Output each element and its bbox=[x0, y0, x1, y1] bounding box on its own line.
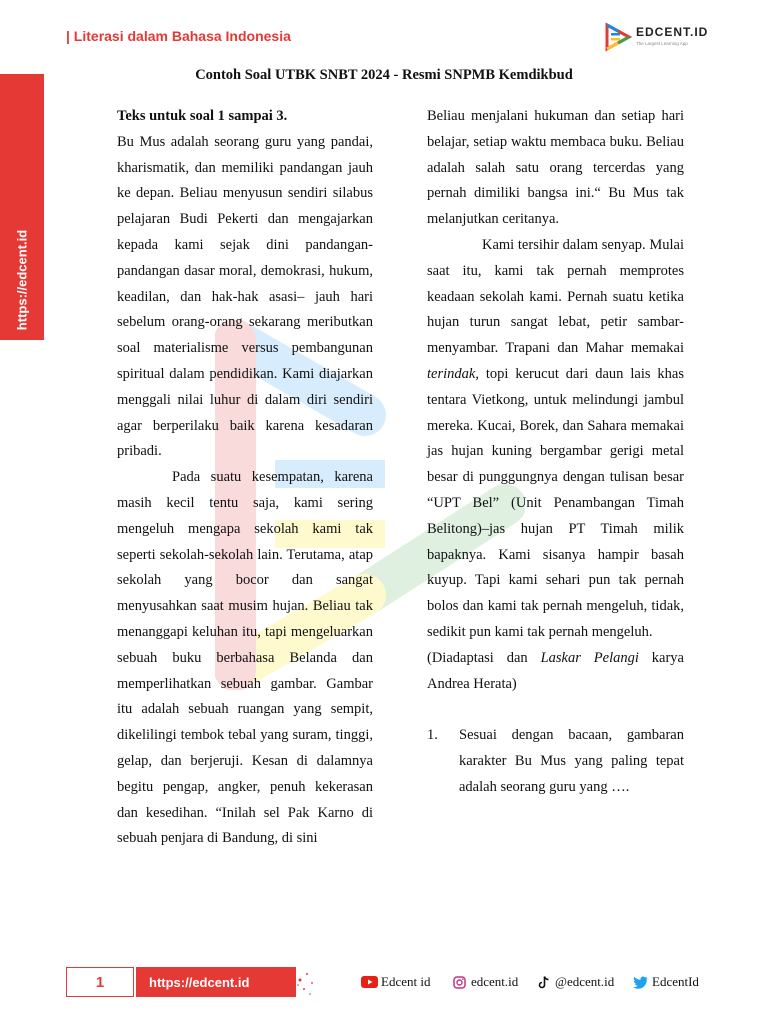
passage-paragraph-4 bbox=[427, 233, 684, 646]
edcent-logo bbox=[604, 22, 714, 54]
passage-paragraph-3: Beliau menjalani hukuman dan setiap hari belajar, setiap waktu membaca buku. Beliau adalah salah satu orang tercerdas yang pernah dimiliki bangsa ini.“ Bu Mus tak melanjutkan ceritanya. bbox=[427, 108, 684, 228]
header-section-label: | Literasi dalam Bahasa Indonesia bbox=[66, 28, 291, 44]
paragraph-4-part-a: Kami tersihir dalam senyap. Mulai saat itu, kami tak pernah memprotes keadaan sekolah kami. Pernah suatu ketika hujan turun sangat lebat, petir sambar-menyambar. Trapani dan Mahar memakai bbox=[427, 236, 684, 357]
question-number: 1. bbox=[427, 727, 438, 744]
passage-paragraph-2: Pada suatu kesempatan, karena masih kecil tentu saja, kami sering mengeluh mengapa sekolah kami tak seperti sekolah-sekolah lain. Terutama, atap sekolah yang bocor dan sangat menyusahkan saat musim hujan. Beliau tak menanggapi keluhan itu, tapi mengeluarkan sebuah buku berbahasa Belanda dan memperlihatkan sebuah gambar. Gambar itu adalah sebuah ruangan yang sempit, dikelilingi tembok tebal yang suram, tinggi, gelap, dan berjeruji. Kesan di dalamnya begitu pengap, angker, penuh kekerasan dan kesedihan. “Inilah sel Pak Karno di sebuah penjara di Bandung, di sini bbox=[117, 469, 373, 847]
paragraph-4-part-b: , topi kerucut dari daun lais khas tentara Vietkong, untuk melindungi jambul mereka. Kucai, Borek, dan Sahara memakai jas hujan kuning bergambar gerigi metal besar di punggungnya dengan tulisan besar “UPT Bel” (Unit Penambangan Timah Belitong)–jas hujan PT Timah milik bapaknya. Kami sisanya hampir basah kuyup. Tapi kami sehari pun tak pernah bolos dan kami tak pernah mengeluh, tidak, sedikit pun kami tak pernah mengeluh. bbox=[427, 365, 684, 640]
source-part-b: karya Andrea Herata) bbox=[427, 649, 684, 692]
tiktok-label: @edcent.id bbox=[555, 974, 615, 989]
source-book-title: Laskar Pelangi bbox=[540, 649, 639, 666]
instagram-link[interactable] bbox=[451, 974, 518, 990]
footer-decoration-icon bbox=[274, 966, 318, 998]
twitter-icon bbox=[632, 976, 649, 989]
passage-source bbox=[427, 646, 684, 698]
passage-paragraph-1: Bu Mus adalah seorang guru yang pandai, kharismatik, dan memiliki pandangan jauh ke depan. Beliau menyusun sendiri silabus pelajaran Budi Pekerti dan mengajarkan kepada kami sejak dini pandangan-pandangan dasar moral, demokrasi, hukum, keadilan, dan hak-hak asasi– jauh hari sebelum orang-orang sekarang meributkan soal materialisme versus pembangunan spiritual dalam pendidikan. Kami diajarkan menggali nilai luhur di dalam diri sendiri agar berperilaku baik karena kesadaran pribadi. bbox=[117, 133, 373, 460]
passage-subheading: Teks untuk soal 1 sampai 3. bbox=[117, 108, 288, 124]
side-banner bbox=[0, 74, 44, 340]
footer-url-link[interactable]: https://edcent.id bbox=[136, 967, 296, 997]
page-number: 1 bbox=[66, 967, 134, 997]
youtube-label: Edcent id bbox=[381, 974, 431, 989]
logo-text: EDCENT.ID bbox=[636, 25, 709, 39]
logo-tagline: The Largest Learning App bbox=[636, 41, 688, 46]
play-logo-icon bbox=[604, 22, 632, 52]
left-column bbox=[117, 104, 373, 852]
question-item bbox=[427, 723, 684, 800]
source-part-a: (Diadaptasi dan bbox=[427, 649, 541, 666]
youtube-link[interactable] bbox=[361, 974, 430, 990]
instagram-icon bbox=[451, 976, 468, 989]
tiktok-icon bbox=[535, 976, 552, 989]
right-column bbox=[427, 104, 684, 801]
tiktok-link[interactable] bbox=[535, 974, 614, 990]
page-title: Contoh Soal UTBK SNBT 2024 - Resmi SNPMB Kemdikbud bbox=[195, 67, 573, 83]
side-banner-url[interactable]: https://edcent.id bbox=[14, 229, 30, 331]
youtube-icon bbox=[361, 976, 378, 989]
twitter-link[interactable] bbox=[632, 974, 699, 990]
question-text: Sesuai dengan bacaan, gambaran karakter Bu Mus yang paling tepat adalah seorang guru yang …. bbox=[459, 727, 684, 795]
twitter-label: EdcentId bbox=[652, 974, 699, 989]
instagram-label: edcent.id bbox=[471, 974, 519, 989]
paragraph-4-italic: terindak bbox=[427, 365, 476, 382]
